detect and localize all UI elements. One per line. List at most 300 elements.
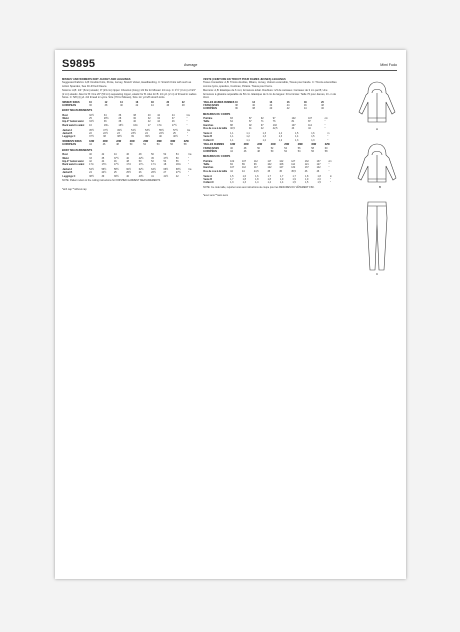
row-label: Veste B [203, 177, 213, 181]
measurement-cell: 17½ [171, 123, 177, 127]
measurement-cell: 121 [304, 163, 309, 167]
measurement-cell: 44 [101, 159, 105, 163]
measurement-cell: 89 [242, 163, 245, 167]
table-row [62, 124, 197, 127]
measurement-cell: " [187, 135, 188, 139]
french-body-meas-misses [203, 117, 338, 130]
measurement-cell: 1,1 [246, 131, 250, 135]
english-footer-note: *with nap **without nap [62, 187, 87, 191]
measurement-cell: 34 [157, 117, 160, 121]
measurement-cell: 1,8 [304, 174, 309, 178]
measurement-cell: 132 [304, 159, 309, 163]
measurement-cell: 62½ [138, 167, 144, 171]
size-cell: 32W [183, 140, 189, 144]
size-cell: 60 [324, 146, 328, 150]
measurement-cell: 46 [304, 169, 308, 173]
size-cell: 46 [166, 104, 170, 108]
measurement-cell: 87 [248, 117, 252, 121]
measurement-cell: 16½ [118, 123, 124, 127]
measurement-cell: 127 [279, 166, 284, 170]
measurement-cell: " [327, 135, 329, 139]
french-footer-note: *avec sens **sans sens [203, 194, 228, 198]
table-row [203, 127, 338, 130]
measurement-cell: " [328, 169, 330, 173]
measurement-cell: 17 [147, 123, 151, 127]
measurement-cell: 1,2 [262, 138, 266, 142]
measurement-cell: 35 [101, 156, 105, 160]
measurement-cell: 44,5 [253, 169, 259, 173]
measurement-cell: 38 [118, 120, 122, 124]
measurement-cell: 27 [163, 171, 167, 175]
measurement-cell: 41½ [163, 174, 169, 178]
measurement-cell: 44 [242, 169, 245, 173]
measurement-cell: 102 [230, 159, 235, 163]
measurement-cell: 44 [308, 127, 311, 131]
measurement-cell: " [324, 123, 326, 127]
size-cell: 44 [303, 107, 307, 111]
measurement-cell: " [329, 181, 331, 185]
measurement-cell: 1,2 [246, 135, 250, 139]
measurement-cell: 1,8 [242, 177, 246, 181]
measurement-cell: 1,8 [255, 177, 259, 181]
measurement-cell: 54 [163, 159, 167, 163]
measurement-cell: 1,3 [242, 181, 246, 185]
measurement-cell: 44 [157, 120, 160, 124]
measurement-cell: 50 [138, 159, 142, 163]
measurement-cell: 25 [173, 131, 176, 135]
measurement-cell: " [188, 159, 190, 163]
measurement-cell: 1,6 [242, 174, 246, 178]
measurement-cell: 43 [291, 127, 295, 131]
measurement-cell: 122 [267, 166, 272, 170]
measurement-cell: 24½ [159, 131, 164, 135]
size-cell: 24W [129, 140, 135, 144]
row-label: Back waist to waist [62, 123, 85, 127]
measurement-cell: 40 [126, 174, 130, 178]
table-row [62, 175, 197, 178]
size-cell: 50 [270, 150, 274, 154]
measurement-cell: 64½ [151, 167, 156, 171]
measurement-cell: 39 [131, 135, 134, 139]
measurement-cell: 57½ [173, 128, 178, 132]
size-cell: 22 [181, 100, 185, 104]
measurement-cell: 1,3 [230, 181, 234, 185]
measurement-cell: Ins [187, 128, 191, 132]
measurement-cell: " [328, 163, 330, 167]
brand-label: Mimi Fudo [380, 63, 397, 67]
row-label: Veste A [203, 174, 212, 178]
size-cell: 48 [257, 150, 260, 154]
measurement-cell: 1,9 [292, 177, 296, 181]
measurement-cell: 54½ [89, 167, 94, 171]
row-label: Jacket A [62, 167, 73, 171]
measurement-cell: 1,6 [311, 131, 315, 135]
leggings-drawing-icon: C [354, 198, 400, 276]
size-cell: 10 [89, 100, 92, 104]
measurement-cell: " [186, 123, 188, 127]
french-misses-sizes: TAILLES JEUNES FEMMES 10 12 14 16 18 20 FRANÇAISES 38 40 42 44 46 48 EUROPÉEN 36 38 40 42 44 46 [203, 101, 338, 111]
measurement-cell: 1,5 [294, 131, 299, 135]
measurement-cell: 42½ [138, 156, 144, 160]
measurement-cell: 24½ [101, 171, 107, 175]
measurement-cell: 1,4 [267, 181, 271, 185]
measurement-cell: 40½ [173, 135, 178, 139]
measurement-cell: 30 [133, 117, 136, 121]
measurement-cell: 97 [260, 123, 264, 127]
measurement-cell: 1,4 [255, 181, 259, 185]
measurement-cell: " [327, 138, 329, 142]
measurement-cell: 107 [230, 166, 235, 170]
measurement-cell: 44 [171, 113, 175, 117]
measurement-cell: 122 [279, 159, 284, 163]
measurement-cell: 83 [230, 117, 233, 121]
size-cell: 58 [183, 143, 187, 147]
measurement-cell: 1,3 [311, 138, 315, 142]
measurement-cell: " [187, 131, 188, 135]
measurement-cell: 117 [253, 166, 258, 170]
size-cell: 56 [170, 143, 173, 147]
fit-label: Average [184, 63, 198, 67]
english-note: NOTE: Pattern refers to the cutting instructions for FINISHED GARMENT MEASUREMENTS [62, 179, 161, 183]
measurement-cell: 26½ [151, 171, 156, 175]
measurement-cell: 17⅞ [151, 163, 156, 167]
measurement-cell: 42 [175, 174, 179, 178]
row-label: Dos de cou à la taille [203, 127, 228, 131]
french-body-meas-women [203, 160, 338, 173]
row-label: Back waist to waist [62, 163, 85, 167]
measurement-cell: 45 [279, 169, 282, 173]
measurement-cell: 24 [145, 131, 148, 135]
size-cell: 48 [116, 143, 119, 147]
measurement-cell: 27½ [175, 171, 181, 175]
measurement-cell: 68½ [175, 167, 181, 171]
measurement-cell: cm [328, 159, 332, 163]
table-row [203, 181, 338, 184]
size-cell: 50 [257, 146, 260, 150]
measurement-cell: 51½ [131, 128, 136, 132]
measurement-cell: 1,6 [255, 174, 259, 178]
measurement-cell: " [188, 163, 190, 167]
size-cell: 32W [324, 143, 330, 147]
row-label: Hip-9" below waist [62, 159, 84, 163]
size-cell: 56 [311, 150, 314, 154]
measurement-cell: 76 [272, 120, 276, 124]
size-cell: 54 [284, 146, 287, 150]
measurement-cell: 117 [267, 159, 272, 163]
size-cell: 18W [89, 140, 95, 144]
english-yardage-women [62, 168, 197, 178]
size-cell: 36 [235, 107, 238, 111]
measurement-cell: 107 [291, 123, 296, 127]
measurement-cell: 39 [101, 174, 105, 178]
measurement-cell: 16¼ [103, 123, 109, 127]
measurement-cell: 54 [175, 153, 179, 157]
row-label: Collant C [203, 138, 214, 142]
row-label: Hanches [203, 123, 214, 127]
measurement-cell: 38 [133, 113, 136, 117]
measurement-cell: 64 [230, 120, 233, 124]
measurement-cell: 40 [89, 153, 92, 157]
measurement-cell: 2,0 [317, 177, 321, 181]
measurement-cell: 1,5 [292, 181, 296, 185]
measurement-cell: 40 [159, 135, 162, 139]
measurement-cell: 17¼ [89, 163, 94, 167]
measurement-cell: 23 [117, 131, 120, 135]
size-cell: 42 [269, 104, 273, 108]
measurement-cell: Ins [188, 167, 192, 171]
size-cell: 18W [230, 143, 236, 147]
measurement-cell: 16¾ [133, 123, 138, 127]
row-label: Collant C [203, 181, 214, 185]
size-cell: 42 [135, 104, 139, 108]
size-cell: 46 [102, 143, 106, 147]
measurement-cell: 53½ [145, 128, 150, 132]
measurement-cell: 102 [272, 123, 277, 127]
measurement-cell: 47½ [103, 128, 108, 132]
measurement-cell: " [324, 120, 326, 124]
measurement-cell: 107 [242, 159, 247, 163]
measurement-cell: 1,9 [304, 177, 309, 181]
measurement-cell: 22½ [103, 131, 108, 135]
size-cell: 22W [257, 143, 263, 147]
french-body-meas-heading: MESURES DU CORPS [203, 112, 231, 116]
measurement-cell: 52 [163, 153, 167, 157]
table-row [203, 170, 338, 173]
measurement-cell: 1,3 [294, 138, 299, 142]
measurement-cell: 25½ [126, 171, 131, 175]
measurement-cell: 40½ [138, 174, 144, 178]
size-cell: 36 [89, 104, 92, 108]
french-title: VESTE (CEINTURE EN TRICOT POUR DAMES JEUNES) LEGGINGS [203, 78, 286, 81]
measurement-cell: m [327, 131, 330, 135]
french-column [203, 76, 338, 198]
measurement-cell: 112 [253, 159, 258, 163]
size-cell: 14 [269, 100, 273, 104]
measurement-cell: 46 [126, 153, 130, 157]
size-cell: 48 [243, 146, 247, 150]
measurement-cell: 46 [171, 120, 175, 124]
size-cell: 18 [150, 100, 154, 104]
measurement-cell: " [188, 156, 190, 160]
measurement-cell: 26 [138, 171, 142, 175]
row-label: Taille [203, 163, 210, 167]
size-cell: 52 [143, 143, 146, 147]
size-cell: 44 [230, 150, 233, 154]
measurement-cell: 38½ [117, 135, 122, 139]
measurement-cell: 71 [260, 120, 264, 124]
measurement-cell: 1,4 [294, 135, 299, 139]
size-cell: 38 [235, 104, 238, 108]
measurement-cell: 1,5 [311, 135, 315, 139]
measurement-cell: 38 [103, 135, 106, 139]
table-row [203, 139, 338, 142]
measurement-cell: 32 [147, 117, 151, 121]
measurement-cell: " [188, 171, 190, 175]
row-label: Jacket B [62, 171, 73, 175]
measurement-cell: 114 [291, 163, 295, 167]
measurement-cell: 1,1 [246, 138, 250, 142]
size-cell: 28W [297, 143, 303, 147]
size-cell: 54 [297, 150, 301, 154]
measurement-cell: " [329, 177, 331, 181]
size-cell: 20 [321, 100, 324, 104]
size-cell: 38 [252, 107, 255, 111]
row-label: Jacket B [62, 131, 73, 135]
measurement-cell: 45½ [89, 128, 94, 132]
french-body-meas-women-heading: MESURES DU CORPS [203, 155, 231, 159]
measurement-cell: " [324, 127, 326, 131]
measurement-cell: cm [324, 117, 328, 121]
french-fabrics: Tissus Conseillés: A,B: Tricots doubles, Milano, Jersey, Velours extensible, Tissus pour bande. C: Tricots extensibles comme lycra, spandex, Coolmax, Polaire. Tissus pour Ferra. Mercerie: A,B: Elastique de 6 mm; fermeture éclair. Doublure: 1/3 de carreaux. Carreaux de 3 cm par B; Une fermeture à glissière séparable de 50 cm. Elastique de 3 cm de largeur. Fil à tricoter. Taille 70 pour dames, 1¼ m de tricot. [203, 81, 337, 99]
english-women-sizes: WOMEN'S SIZES 18W 20W 22W 24W 26W 28W 30W 32W EUROPEAN 44 46 48 50 52 54 56 58 [62, 140, 197, 147]
english-misses-sizes: MISSES' SIZES 10 12 14 16 18 20 22 EUROPEAN 36 38 40 42 44 46 48 [62, 101, 197, 108]
measurement-cell: 17¾ [138, 163, 144, 167]
measurement-cell: 45 [151, 156, 154, 160]
measurement-cell: 42 [147, 120, 151, 124]
measurement-cell: 107 [308, 117, 313, 121]
size-cell: 42 [286, 107, 290, 111]
size-cell: 56 [297, 146, 301, 150]
measurement-cell: 66½ [163, 167, 169, 171]
measurement-cell: 33 [89, 156, 92, 160]
measurement-cell: 37½ [89, 135, 94, 139]
french-notions: Mercerie: A,B: Elastique de 6 mm; fermeture éclair. Doublure: 1/3 de carreaux. Carreaux de 3 cm par B; Une fermeture à glissière séparable de 50 cm. Elastique de 3 cm de largeur. Fil à tricoter. Taille 70 pour dames, 1¼ m de tricot. [203, 89, 337, 99]
measurement-cell: " [188, 174, 190, 178]
row-label: Hip-9" below waist [62, 120, 84, 124]
measurement-cell: 22 [89, 131, 92, 135]
measurement-cell: 92 [260, 117, 264, 121]
size-cell: 20W [243, 143, 249, 147]
size-cell: 40 [120, 104, 123, 108]
size-cell: 50 [129, 143, 133, 147]
size-cell: 46 [321, 107, 324, 111]
english-body-meas-women-heading: BODY MEASUREMENTS [62, 148, 93, 152]
measurement-cell: 40 [147, 113, 151, 117]
measurement-cell: 137 [316, 159, 321, 163]
measurement-cell: 1,4 [278, 131, 283, 135]
row-label: Veste A [203, 131, 212, 135]
row-label: Jacket A [62, 128, 73, 132]
english-body-meas-women [62, 153, 197, 166]
size-cell: 46 [303, 104, 307, 108]
measurement-cell: 1,3 [278, 135, 283, 139]
measurement-cell: 17½ [113, 163, 119, 167]
measurement-cell: 25 [113, 171, 117, 175]
row-label: Waist [62, 156, 69, 160]
size-cell: 26W [143, 140, 149, 144]
measurement-cell: 1,5 [317, 181, 321, 185]
measurement-cell: 1,3 [262, 131, 266, 135]
measurement-cell: 18 [163, 163, 167, 167]
measurement-cell: 56½ [101, 167, 107, 171]
size-cell: 46 [243, 150, 247, 154]
measurement-cell: 42 [157, 113, 160, 117]
measurement-cell: 42 [260, 127, 264, 131]
row-label: Waist [62, 117, 69, 121]
measurement-cell: 42,5 [272, 127, 278, 131]
size-cell: 16 [286, 100, 290, 104]
pattern-envelope-back [55, 50, 406, 579]
measurement-cell: 1,1 [230, 135, 234, 139]
size-cell: 10 [235, 100, 238, 104]
size-cell: 12 [252, 100, 255, 104]
size-cell: 18 [303, 100, 307, 104]
measurement-cell: 46 [113, 159, 117, 163]
measurement-cell: 44 [113, 153, 117, 157]
measurement-cell: 1,7 [267, 174, 271, 178]
measurement-cell: 47½ [163, 156, 169, 160]
measurement-cell: 34 [103, 113, 107, 117]
measurement-cell: 39½ [145, 135, 150, 139]
measurement-cell: 48 [138, 153, 142, 157]
english-yardage-misses [62, 129, 197, 139]
measurement-cell: 28 [118, 117, 122, 121]
size-cell: 40 [269, 107, 273, 111]
measurement-cell: " [328, 166, 330, 170]
measurement-cell: 37 [171, 117, 175, 121]
french-women-sizes: TAILLES FEMMES 18W 20W 22W 24W 26W 28W 30W 32W FRANÇAISES 46 48 50 52 54 56 58 60 EUROPÉEN 44 46 48 50 52 54 56 58 [203, 143, 338, 153]
row-label: Leggings C [62, 174, 76, 178]
measurement-cell: 1,5 [304, 181, 309, 185]
measurement-cell: " [186, 120, 188, 124]
measurement-cell: 1,3 [262, 135, 266, 139]
size-cell: 44 [89, 143, 92, 147]
measurement-cell: 24 [89, 171, 92, 175]
row-label: Dos de cou à la taille [203, 169, 228, 173]
size-cell: 22W [116, 140, 122, 144]
measurement-cell: 17⅝ [126, 163, 131, 167]
english-title: MISSES' AND WOMEN'S KNIT JACKET AND LEGGINGS [62, 78, 131, 81]
measurement-cell: 1,1 [230, 131, 234, 135]
measurement-cell: 23½ [131, 131, 136, 135]
size-cell: 30W [170, 140, 176, 144]
measurement-cell: 52 [151, 159, 154, 163]
size-cell: 58 [324, 150, 328, 154]
english-column [62, 76, 197, 191]
size-cell: 52 [284, 150, 287, 154]
french-yardage-women [203, 175, 338, 185]
measurement-cell: 112 [242, 166, 246, 170]
measurement-cell: 42 [89, 159, 92, 163]
measurement-cell: " [186, 117, 188, 121]
measurement-cell: 38½ [89, 174, 94, 178]
measurement-cell: 36 [103, 120, 107, 124]
measurement-cell: 1,2 [278, 138, 283, 142]
english-notions: Notions: A,B: 1/4" (6mm) elastic; 9" (23 cm) zipper. Chestnut (Cosy) 1/3 fits for Misses' 1/4 cup. C: 1½" (3 cm) of 3/4" (2 cm) elastic. Also for B: One 20" (50 cm) separating zipper, elastic for B. Also for B: 1/4 yd. (2 m) of thread in Ladies Sizes. C: 5/8 (4) yd. 2/4 thread in Lycra. Size (70 for Misses), Size 1¼ yd 1/8 stretch knits. [62, 89, 197, 99]
measurement-cell: 127 [316, 163, 321, 167]
size-cell: 20W [102, 140, 108, 144]
header-rule [62, 70, 397, 71]
size-cell: 14 [120, 100, 123, 104]
measurement-cell: 49½ [117, 128, 122, 132]
measurement-cell: 87 [308, 120, 311, 124]
english-body-meas-heading: BODY MEASUREMENTS [62, 109, 93, 113]
english-body-meas-misses [62, 114, 197, 127]
measurement-cell: 137 [304, 166, 309, 170]
size-cell: 58 [311, 146, 314, 150]
measurement-cell: 25 [89, 117, 92, 121]
measurement-cell: 1,1 [230, 138, 234, 142]
measurement-cell: 17⅜ [101, 163, 107, 167]
measurement-cell: 1,8 [267, 177, 271, 181]
measurement-cell: 1,7 [230, 177, 234, 181]
measurement-cell: 55½ [159, 128, 164, 132]
measurement-cell: 26½ [103, 117, 109, 121]
measurement-cell: 60½ [126, 167, 131, 171]
size-cell: 38 [104, 104, 108, 108]
measurement-cell: 45 [267, 169, 271, 173]
size-cell: 12 [104, 100, 108, 104]
